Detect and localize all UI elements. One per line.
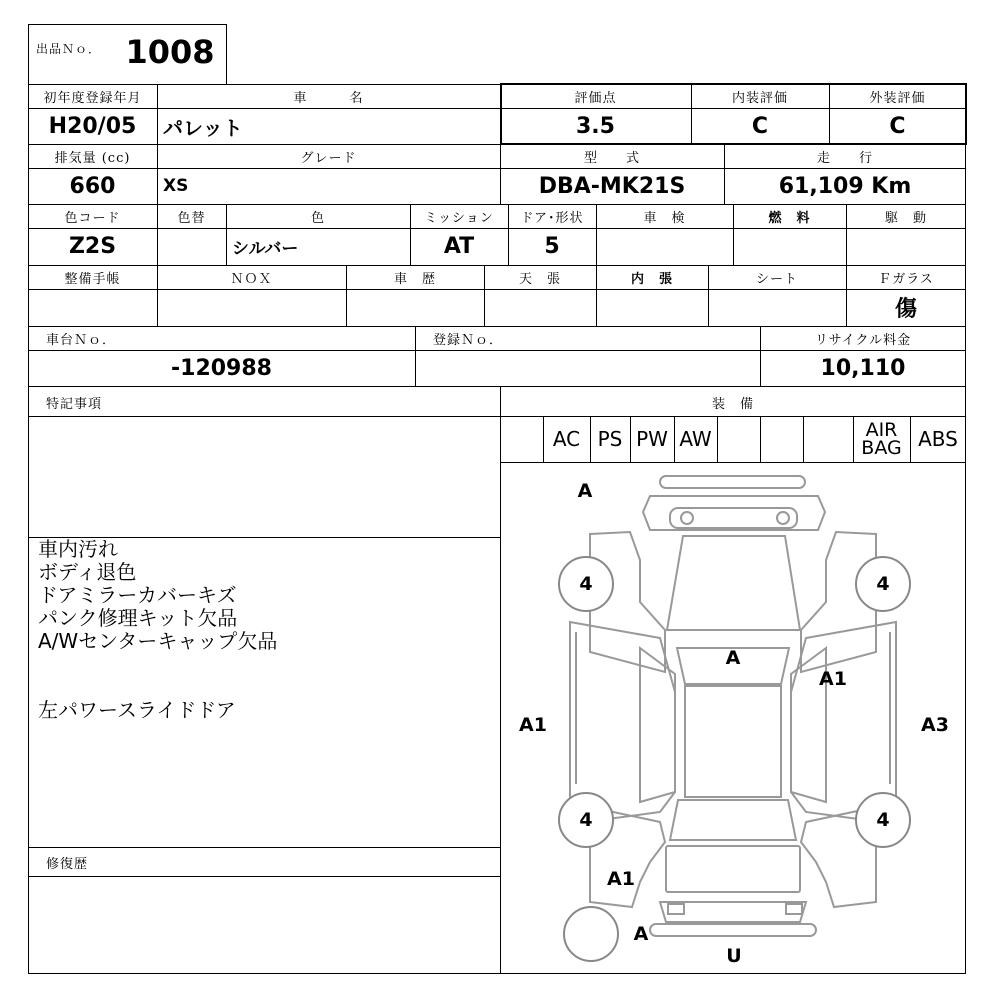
seat-label: シート [755,272,798,287]
mission-value: AT [443,234,475,259]
equipment-abs: ABS [918,427,958,451]
first-reg-value: H20/05 [48,113,137,139]
car-damage-diagram [500,462,966,974]
first-reg-label: 初年度登録年月 [43,91,142,106]
equipment-cell [500,416,543,462]
remark-line: A/Wセンターキャップ欠品 [38,629,278,653]
chassis-value: -120988 [171,355,272,381]
lot-number-value: 1008 [125,33,215,71]
color-label: 色 [310,211,325,226]
mark-rear-under: U [726,945,742,967]
score-label: 評価点 [574,91,617,106]
remark-line: ドアミラーカバーキズ [38,583,237,607]
mileage-label: 走 行 [816,151,873,166]
equipment-cell [828,416,853,462]
f-glass-label: Ｆガラス [878,272,934,287]
equipment-cell [760,416,803,462]
chassis-label: 車台Ｎｏ． [46,333,117,348]
equipment-ps: PS [597,427,623,451]
tire-rear-right: 4 [876,809,890,831]
grade-value: XS [163,176,189,196]
equipment-airbag: AIR BAG [861,419,902,459]
model-label: 型 式 [583,151,640,166]
recycle-label: リサイクル料金 [814,333,912,348]
doors-value: 5 [544,234,560,259]
repair-history-label: 修復歴 [46,857,89,872]
color-code-label: 色コード [64,211,121,226]
fuel-value [733,228,846,265]
exterior-value: C [889,113,906,139]
registration-label: 登録Ｎｏ． [433,333,504,348]
remark-line: ボディ退色 [38,560,137,584]
grade-label: グレード [300,151,357,166]
interior-label: 内装評価 [731,91,788,106]
fuel-label: 燃 料 [768,211,811,226]
tire-front-right: 4 [876,573,890,595]
exterior-label: 外装評価 [869,91,926,106]
remark-line: 車内汚れ [38,537,118,561]
interior-trim-label: 内 張 [630,272,673,287]
equipment-pw: PW [636,427,668,451]
interior-value: C [751,113,769,139]
doors-label: ドア･形状 [520,211,584,226]
color-change-value [157,228,226,265]
model-value: DBA-MK21S [538,173,686,199]
equipment-ac: AC [552,427,581,451]
tire-front-left: 4 [579,573,593,595]
maintenance-label: 整備手帳 [64,272,121,287]
mark-rear-bumper: A [633,923,649,945]
remarks-label: 特記事項 [46,397,103,412]
color-code-value: Z2S [68,234,117,259]
color-change-label: 色替 [177,211,206,226]
mark-left-side: A1 [519,714,547,736]
color-value: シルバー [232,239,299,259]
equipment-cell [717,416,760,462]
roof-label: 天 張 [518,272,561,287]
drive-label: 駆 動 [884,211,927,226]
mark-hood: A [725,647,741,669]
history-label: 車 歴 [393,272,436,287]
f-glass-value: 傷 [894,297,917,322]
equipment-label: 装 備 [711,397,754,412]
drive-value [846,228,966,265]
lot-number-label: 出品Ｎｏ． [36,41,102,56]
displacement-value: 660 [69,173,116,199]
inspection-label: 車 検 [643,211,686,226]
mark-rear-left: A1 [607,868,635,890]
mark-right-side: A3 [921,714,949,736]
mark-front: A [577,480,593,502]
remark-extra-line: 左パワースライドドア [38,698,236,722]
score-value: 3.5 [576,113,615,139]
mileage-value: 61,109 Km [778,173,912,199]
equipment-aw: AW [679,427,712,451]
mark-right-front-fender: A1 [819,668,847,690]
mission-label: ミッション [424,211,494,226]
nox-label: ＮＯＸ [230,272,273,287]
registration-value [415,350,760,386]
inspection-value [596,228,733,265]
car-name-label: 車 名 [293,91,364,106]
car-name-value: パレット [163,115,243,140]
tire-rear-left: 4 [579,809,593,831]
displacement-label: 排気量 (cc) [54,151,131,166]
remark-line: パンク修理キット欠品 [38,606,238,630]
recycle-value: 10,110 [820,355,906,381]
equipment-cell [803,416,828,462]
